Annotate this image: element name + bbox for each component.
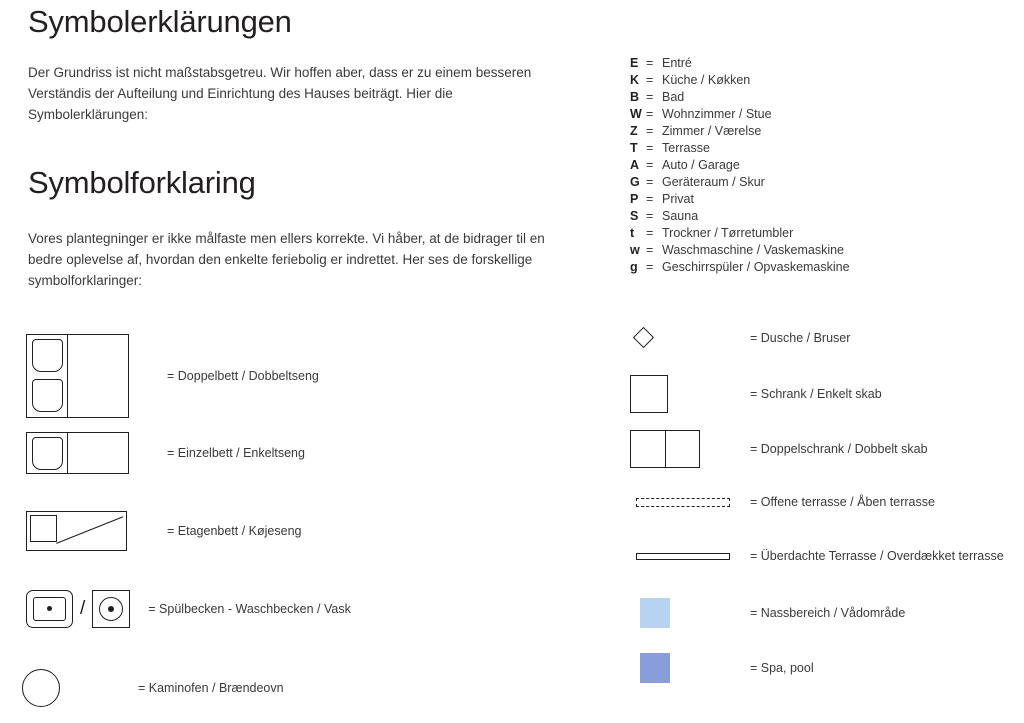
- abbreviation-label: Waschmaschine / Vaskemaskine: [662, 243, 845, 257]
- bunk-bed-icon: [26, 511, 127, 551]
- sink-separator: /: [80, 598, 86, 619]
- double-cabinet-icon: [630, 430, 750, 468]
- intro-paragraph-german: Der Grundriss ist nicht maßstabsgetreu. Wir hoffen aber, dass er zu einem besseren Verständis der Aufteilung und Einrichtung des Hauses beiträgt. Hier die Symbolerklärungen:: [28, 65, 532, 122]
- washbasin-icon: [92, 590, 130, 628]
- abbreviation-label: Wohnzimmer / Stue: [662, 107, 772, 121]
- abbreviation-row: [630, 209, 850, 226]
- abbreviation-key: G: [630, 175, 640, 189]
- abbreviation-label: Geschirrspüler / Opvaskemaskine: [662, 260, 850, 274]
- legend-item-shower: [630, 330, 850, 345]
- abbreviation-label: Sauna: [662, 209, 699, 223]
- single-bed-icon: [26, 432, 129, 474]
- abbreviation-row: [630, 226, 850, 243]
- abbreviation-label: Terrasse: [662, 141, 710, 155]
- abbreviation-row: [630, 56, 850, 73]
- abbreviation-label: Küche / Køkken: [662, 73, 751, 87]
- abbreviation-equals: =: [646, 243, 654, 257]
- open-terrace-icon: [636, 498, 750, 507]
- abbreviation-key: S: [630, 209, 639, 223]
- abbreviation-row: [630, 141, 850, 158]
- abbreviation-label: Privat: [662, 192, 694, 206]
- legend-item-wet-area: [640, 598, 905, 628]
- shower-icon: [630, 330, 750, 345]
- spa-pool-swatch-icon: [640, 653, 750, 683]
- legend-label-double-cabinet: = Doppelschrank / Dobbelt skab: [750, 442, 928, 456]
- abbreviation-key: g: [630, 260, 638, 274]
- legend-item-single-cabinet: [630, 375, 882, 413]
- legend-item-covered-terrace: [636, 549, 1004, 563]
- legend-label-spa-pool: = Spa, pool: [750, 661, 814, 675]
- abbreviation-row: [630, 175, 850, 192]
- legend-item-single-bed: [26, 432, 305, 474]
- abbreviation-key: w: [630, 243, 640, 257]
- single-cabinet-icon: [630, 375, 750, 413]
- abbreviation-equals: =: [646, 192, 654, 206]
- abbreviation-equals: =: [646, 73, 654, 87]
- abbreviation-equals: =: [646, 209, 654, 223]
- abbreviation-row: [630, 124, 850, 141]
- abbreviation-key: K: [630, 73, 640, 87]
- abbreviation-key: E: [630, 56, 639, 70]
- legend-label-covered-terrace: = Überdachte Terrasse / Overdækket terrasse: [750, 549, 1004, 563]
- abbreviation-row: [630, 158, 850, 175]
- abbreviation-row: [630, 192, 850, 209]
- legend-item-sink: [26, 590, 351, 628]
- page-title-german: Symbolerklärungen: [28, 4, 292, 39]
- legend-item-double-bed: [26, 334, 319, 418]
- abbreviation-row: [630, 90, 850, 107]
- abbreviation-key: T: [630, 141, 638, 155]
- wet-area-swatch-icon: [640, 598, 750, 628]
- abbreviation-list: [630, 56, 850, 277]
- intro-paragraph-danish: Vores plantegninger er ikke målfaste men ellers korrekte. Vi håber, at de bidrager til en bedre oplevelse af, hvordan den enkelte feriebolig er indrettet. Her ses de forskellige symbolforklaringer:: [28, 231, 545, 288]
- abbreviation-equals: =: [646, 107, 654, 121]
- abbreviation-row: [630, 107, 850, 124]
- abbreviation-key: P: [630, 192, 639, 206]
- abbreviation-label: Auto / Garage: [662, 158, 740, 172]
- sink-basin-icon: [26, 590, 73, 628]
- abbreviation-label: Trockner / Tørretumbler: [662, 226, 794, 240]
- legend-label-single-bed: = Einzelbett / Enkeltseng: [167, 446, 305, 460]
- legend-label-wet-area: = Nassbereich / Vådområde: [750, 606, 906, 620]
- double-bed-icon: [26, 334, 129, 418]
- legend-item-open-terrace: [636, 495, 935, 509]
- abbreviation-label: Bad: [662, 90, 685, 104]
- abbreviation-row: [630, 260, 850, 277]
- legend-item-bunk-bed: [26, 511, 301, 551]
- fireplace-icon: [22, 669, 60, 707]
- abbreviation-key: B: [630, 90, 640, 104]
- legend-label-double-bed: = Doppelbett / Dobbeltseng: [167, 369, 319, 383]
- sink-icon: [26, 590, 130, 628]
- abbreviation-label: Zimmer / Værelse: [662, 124, 762, 138]
- abbreviation-equals: =: [646, 56, 654, 70]
- abbreviation-key: Z: [630, 124, 638, 138]
- legend-item-spa-pool: [640, 653, 814, 683]
- abbreviation-equals: =: [646, 260, 654, 274]
- abbreviation-equals: =: [646, 124, 654, 138]
- legend-label-bunk-bed: = Etagenbett / Køjeseng: [167, 524, 302, 538]
- abbreviation-row: [630, 243, 850, 260]
- legend-label-open-terrace: = Offene terrasse / Åben terrasse: [750, 495, 935, 509]
- legend-item-fireplace: [22, 669, 284, 707]
- legend-item-double-cabinet: [630, 430, 928, 468]
- abbreviation-key: A: [630, 158, 640, 172]
- page-title-danish: Symbolforklaring: [28, 165, 256, 200]
- legend-label-shower: = Dusche / Bruser: [750, 330, 851, 345]
- abbreviation-equals: =: [646, 158, 654, 172]
- abbreviation-key: W: [630, 107, 642, 121]
- abbreviation-equals: =: [646, 226, 654, 240]
- abbreviation-row: [630, 73, 850, 90]
- abbreviation-equals: =: [646, 141, 654, 155]
- abbreviation-equals: =: [646, 90, 654, 104]
- abbreviation-equals: =: [646, 175, 654, 189]
- legend-label-fireplace: = Kaminofen / Brændeovn: [138, 681, 284, 695]
- legend-label-single-cabinet: = Schrank / Enkelt skab: [750, 387, 882, 401]
- legend-label-sink: = Spülbecken - Waschbecken / Vask: [148, 602, 351, 616]
- covered-terrace-icon: [636, 553, 750, 560]
- abbreviation-label: Entré: [662, 56, 692, 70]
- abbreviation-label: Geräteraum / Skur: [662, 175, 765, 189]
- abbreviation-key: t: [630, 226, 635, 240]
